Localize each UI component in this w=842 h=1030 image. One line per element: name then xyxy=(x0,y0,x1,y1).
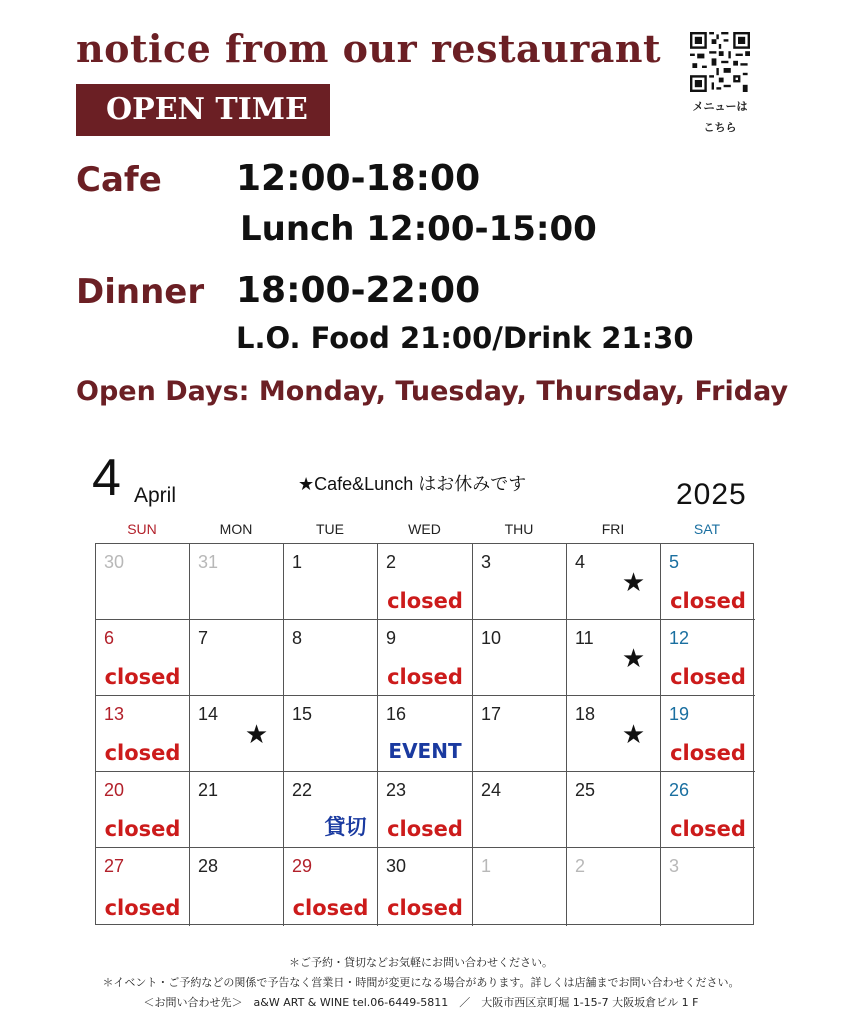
day-number: 13 xyxy=(104,704,125,724)
day-number: 10 xyxy=(481,628,502,648)
calendar-day-cell xyxy=(190,772,284,848)
day-number: 2 xyxy=(386,552,397,572)
day-number: 26 xyxy=(669,780,690,800)
day-number: 27 xyxy=(104,856,125,876)
calendar-day-cell xyxy=(567,696,661,772)
calendar-day-cell xyxy=(284,620,378,696)
closed-label: closed xyxy=(387,896,463,920)
calendar-day-cell xyxy=(473,696,567,772)
calendar-day-cell xyxy=(96,544,190,620)
day-number: 22 xyxy=(292,780,313,800)
star-icon: ★ xyxy=(621,568,646,598)
calendar-day-cell xyxy=(284,848,378,926)
closed-label: closed xyxy=(104,817,181,841)
day-number: 16 xyxy=(386,704,407,724)
weekday-label-mon: MON xyxy=(219,521,253,537)
calendar-day-cell xyxy=(284,544,378,620)
calendar-day-cell xyxy=(473,544,567,620)
last-order-time: L.O. Food 21:00/Drink 21:30 xyxy=(236,321,694,355)
calendar-day-cell xyxy=(190,696,284,772)
day-number: 19 xyxy=(669,704,690,724)
calendar-day-cell xyxy=(190,620,284,696)
calendar-month-number: 4 xyxy=(92,449,121,507)
calendar-day-cell xyxy=(378,544,473,620)
qr-caption xyxy=(678,96,762,138)
closed-label: closed xyxy=(104,665,181,689)
cafe-label: Cafe xyxy=(76,160,162,200)
day-number: 15 xyxy=(292,704,313,724)
day-number: 1 xyxy=(292,552,303,572)
star-icon: ★ xyxy=(621,720,646,750)
closed-label: closed xyxy=(670,665,746,689)
closed-label: closed xyxy=(387,817,463,841)
day-number: 30 xyxy=(386,856,407,876)
calendar-day-cell xyxy=(96,772,190,848)
footer-contact: ＜お問い合わせ先＞ a&W ART & WINE tel.06-6449-5811 ／ 大阪市西区京町堀 1-15-7 大阪坂倉ビル 1 F xyxy=(143,996,699,1009)
dinner-label: Dinner xyxy=(76,272,205,312)
day-number: 9 xyxy=(386,628,397,648)
calendar-day-cell xyxy=(378,696,473,772)
day-number: 24 xyxy=(481,780,502,800)
page-title: notice from our restaurant xyxy=(76,26,662,71)
star-icon: ★ xyxy=(244,720,269,750)
weekday-label-wed: WED xyxy=(408,521,441,537)
calendar-day-cell xyxy=(473,620,567,696)
lunch-time: Lunch 12:00-15:00 xyxy=(240,209,597,249)
private-booking-label: 貸切 xyxy=(324,815,367,839)
weekday-label-fri: FRI xyxy=(601,521,625,537)
closed-label: closed xyxy=(292,896,369,920)
closed-label: closed xyxy=(670,589,746,613)
event-label: EVENT xyxy=(388,739,462,763)
calendar-day-cell xyxy=(473,772,567,848)
day-number: 31 xyxy=(198,552,219,572)
calendar-day-cell xyxy=(661,544,755,620)
day-number: 20 xyxy=(104,780,125,800)
day-number: 23 xyxy=(386,780,407,800)
day-number: 29 xyxy=(292,856,313,876)
qr-caption-line-2: こちら xyxy=(703,121,737,134)
calendar-day-cell xyxy=(661,620,755,696)
day-number: 3 xyxy=(669,856,680,876)
calendar-day-cell xyxy=(661,772,755,848)
closed-label: closed xyxy=(387,665,463,689)
weekday-label-sun: SUN xyxy=(127,521,157,537)
day-number: 18 xyxy=(575,704,596,724)
calendar-day-cell xyxy=(96,696,190,772)
calendar-day-cell xyxy=(661,696,755,772)
open-days: Open Days: Monday, Tuesday, Thursday, Friday xyxy=(76,376,789,407)
calendar-day-cell xyxy=(284,696,378,772)
calendar-month-name: April xyxy=(134,484,177,507)
day-number: 12 xyxy=(669,628,690,648)
calendar-day-cell xyxy=(567,848,661,926)
day-number: 6 xyxy=(104,628,115,648)
qr-caption-line-1: メニューは xyxy=(692,100,748,113)
weekday-label-tue: TUE xyxy=(316,521,344,537)
day-number: 25 xyxy=(575,780,596,800)
weekday-label-thu: THU xyxy=(504,521,534,537)
calendar-day-cell xyxy=(567,772,661,848)
calendar-day-cell xyxy=(473,848,567,926)
day-number: 21 xyxy=(198,780,219,800)
closed-label: closed xyxy=(104,741,181,765)
calendar-day-cell xyxy=(378,620,473,696)
day-number: 2 xyxy=(575,856,586,876)
day-number: 14 xyxy=(198,704,219,724)
calendar-day-cell xyxy=(190,848,284,926)
day-number: 30 xyxy=(104,552,125,572)
day-number: 17 xyxy=(481,704,502,724)
day-number: 5 xyxy=(669,552,680,572)
calendar-day-cell xyxy=(661,848,755,926)
closed-label: closed xyxy=(670,741,746,765)
calendar-year: 2025 xyxy=(676,478,747,511)
closed-label: closed xyxy=(387,589,463,613)
calendar-day-cell xyxy=(378,772,473,848)
star-icon: ★ xyxy=(621,644,646,674)
calendar-day-cell xyxy=(96,620,190,696)
day-number: 7 xyxy=(198,628,209,648)
day-number: 8 xyxy=(292,628,303,648)
calendar-note: ★Cafe&Lunch はお休みです xyxy=(298,474,527,494)
dinner-time: 18:00-22:00 xyxy=(236,270,481,311)
calendar-day-cell xyxy=(567,544,661,620)
cafe-time: 12:00-18:00 xyxy=(236,158,481,199)
qr-code-icon[interactable] xyxy=(690,32,750,92)
footer-note-2: ＊イベント・ご予約などの関係で予告なく営業日・時間が変更になる場合があります。詳しくは店舗までお問い合わせください。 xyxy=(102,976,740,989)
day-number: 28 xyxy=(198,856,219,876)
calendar-day-cell xyxy=(190,544,284,620)
day-number: 1 xyxy=(481,856,492,876)
open-time-badge: OPEN TIME xyxy=(76,84,330,136)
weekday-label-sat: SAT xyxy=(693,521,721,537)
closed-label: closed xyxy=(670,817,746,841)
calendar-day-cell xyxy=(96,848,190,926)
calendar-day-cell xyxy=(378,848,473,926)
calendar-grid xyxy=(95,543,754,925)
day-number: 3 xyxy=(481,552,492,572)
day-number: 11 xyxy=(575,628,594,648)
calendar-day-cell xyxy=(284,772,378,848)
closed-label: closed xyxy=(104,896,181,920)
calendar-day-cell xyxy=(567,620,661,696)
day-number: 4 xyxy=(575,552,586,572)
footer-note-1: ＊ご予約・貸切などお気軽にお問い合わせください。 xyxy=(289,956,553,969)
